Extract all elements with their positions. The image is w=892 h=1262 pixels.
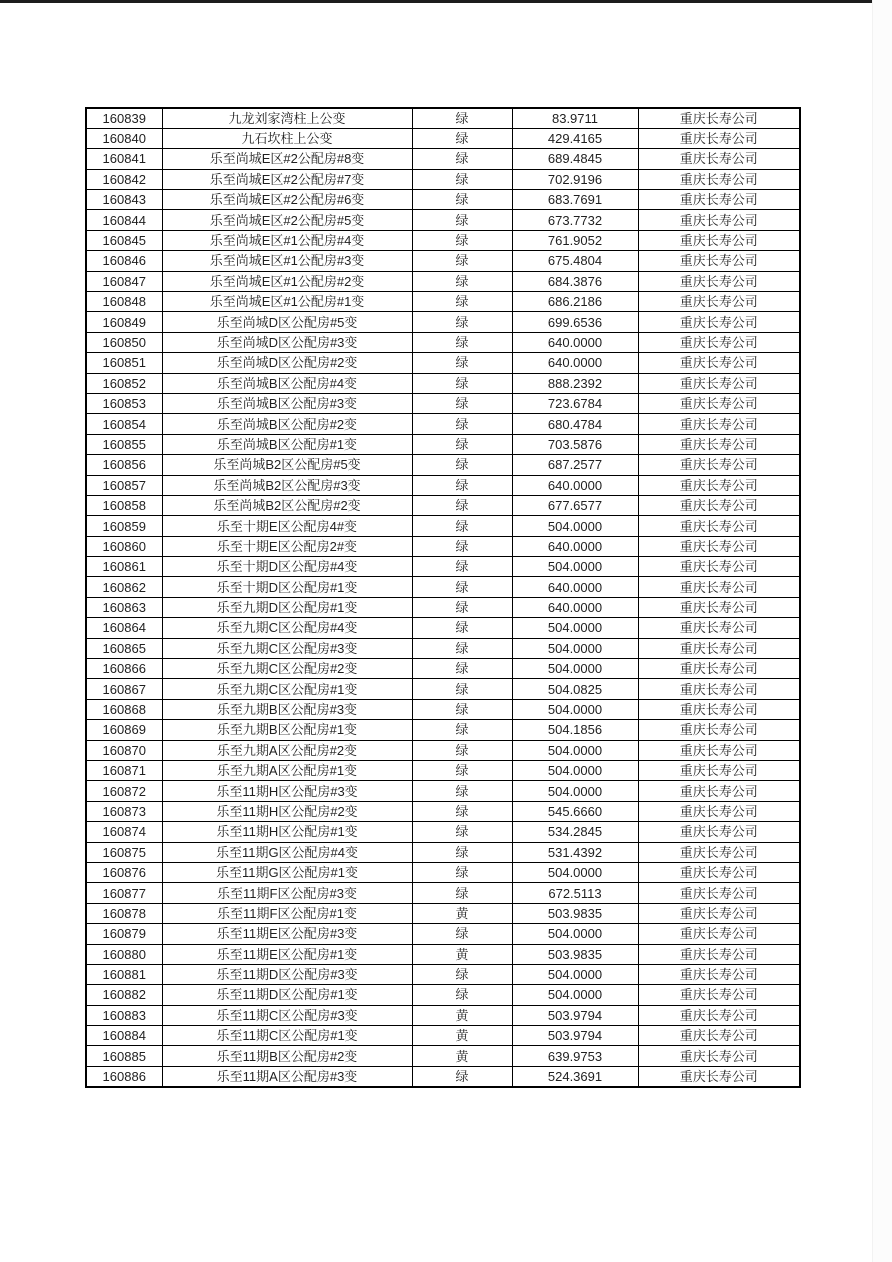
cell-company: 重庆长寿公司 [638, 679, 800, 699]
cell-company: 重庆长寿公司 [638, 720, 800, 740]
cell-value: 684.3876 [512, 271, 638, 291]
cell-name: 乐至11期G区公配房#4变 [162, 842, 412, 862]
cell-status: 绿 [412, 720, 512, 740]
cell-company: 重庆长寿公司 [638, 903, 800, 923]
cell-name: 乐至尚城B2区公配房#2变 [162, 495, 412, 515]
cell-name: 乐至九期C区公配房#4变 [162, 618, 412, 638]
cell-value: 504.0000 [512, 659, 638, 679]
table-row [86, 149, 800, 169]
cell-value: 640.0000 [512, 475, 638, 495]
cell-name: 乐至11期D区公配房#1变 [162, 985, 412, 1005]
cell-name: 乐至尚城E区#2公配房#8变 [162, 149, 412, 169]
cell-value: 524.3691 [512, 1066, 638, 1086]
cell-value: 677.6577 [512, 495, 638, 515]
table-row [86, 271, 800, 291]
cell-value: 429.4165 [512, 128, 638, 148]
cell-status: 绿 [412, 149, 512, 169]
cell-value: 504.0000 [512, 516, 638, 536]
cell-status: 绿 [412, 618, 512, 638]
cell-status: 绿 [412, 434, 512, 454]
cell-status: 绿 [412, 862, 512, 882]
cell-status: 绿 [412, 638, 512, 658]
cell-status: 绿 [412, 230, 512, 250]
cell-status: 绿 [412, 292, 512, 312]
table-row [86, 699, 800, 719]
table-row [86, 475, 800, 495]
cell-id: 160880 [86, 944, 162, 964]
cell-company: 重庆长寿公司 [638, 1005, 800, 1025]
table-row [86, 597, 800, 617]
cell-company: 重庆长寿公司 [638, 149, 800, 169]
cell-id: 160850 [86, 332, 162, 352]
cell-value: 723.6784 [512, 393, 638, 413]
cell-id: 160877 [86, 883, 162, 903]
cell-status: 绿 [412, 312, 512, 332]
cell-name: 乐至11期H区公配房#2变 [162, 801, 412, 821]
cell-id: 160859 [86, 516, 162, 536]
cell-company: 重庆长寿公司 [638, 842, 800, 862]
cell-id: 160881 [86, 964, 162, 984]
cell-status: 绿 [412, 659, 512, 679]
cell-id: 160871 [86, 761, 162, 781]
cell-value: 534.2845 [512, 822, 638, 842]
table-row [86, 924, 800, 944]
cell-name: 乐至尚城B2区公配房#3变 [162, 475, 412, 495]
cell-value: 504.0000 [512, 862, 638, 882]
cell-company: 重庆长寿公司 [638, 312, 800, 332]
cell-id: 160848 [86, 292, 162, 312]
cell-name: 乐至11期C区公配房#3变 [162, 1005, 412, 1025]
cell-name: 乐至九期C区公配房#1变 [162, 679, 412, 699]
cell-value: 504.0000 [512, 699, 638, 719]
table-row [86, 251, 800, 271]
cell-id: 160840 [86, 128, 162, 148]
cell-name: 乐至十期E区公配房4#变 [162, 516, 412, 536]
table-row [86, 108, 800, 128]
cell-name: 乐至尚城E区#1公配房#1变 [162, 292, 412, 312]
cell-id: 160861 [86, 557, 162, 577]
cell-name: 乐至11期C区公配房#1变 [162, 1026, 412, 1046]
cell-company: 重庆长寿公司 [638, 638, 800, 658]
cell-status: 黄 [412, 1046, 512, 1066]
table-row [86, 455, 800, 475]
cell-status: 绿 [412, 210, 512, 230]
cell-company: 重庆长寿公司 [638, 475, 800, 495]
table-row [86, 822, 800, 842]
cell-id: 160884 [86, 1026, 162, 1046]
cell-value: 640.0000 [512, 577, 638, 597]
cell-id: 160851 [86, 353, 162, 373]
cell-name: 乐至11期A区公配房#3变 [162, 1066, 412, 1086]
page-top-border [0, 0, 892, 3]
table-row [86, 577, 800, 597]
cell-company: 重庆长寿公司 [638, 536, 800, 556]
table-row [86, 495, 800, 515]
table-row [86, 985, 800, 1005]
cell-company: 重庆长寿公司 [638, 210, 800, 230]
cell-name: 乐至尚城B区公配房#3变 [162, 393, 412, 413]
cell-id: 160847 [86, 271, 162, 291]
cell-id: 160842 [86, 169, 162, 189]
cell-company: 重庆长寿公司 [638, 822, 800, 842]
table-row [86, 1026, 800, 1046]
table-row [86, 740, 800, 760]
cell-id: 160886 [86, 1066, 162, 1086]
transformer-data-table [85, 107, 801, 1088]
table-row [86, 842, 800, 862]
cell-company: 重庆长寿公司 [638, 781, 800, 801]
table-row [86, 230, 800, 250]
cell-company: 重庆长寿公司 [638, 1046, 800, 1066]
cell-status: 绿 [412, 251, 512, 271]
cell-id: 160882 [86, 985, 162, 1005]
cell-status: 绿 [412, 536, 512, 556]
cell-status: 绿 [412, 597, 512, 617]
table-row [86, 720, 800, 740]
cell-company: 重庆长寿公司 [638, 801, 800, 821]
cell-company: 重庆长寿公司 [638, 373, 800, 393]
cell-value: 703.5876 [512, 434, 638, 454]
cell-company: 重庆长寿公司 [638, 108, 800, 128]
cell-company: 重庆长寿公司 [638, 985, 800, 1005]
cell-id: 160858 [86, 495, 162, 515]
cell-name: 乐至十期D区公配房#4变 [162, 557, 412, 577]
table-row [86, 862, 800, 882]
cell-status: 绿 [412, 169, 512, 189]
cell-name: 乐至11期H区公配房#1变 [162, 822, 412, 842]
cell-status: 绿 [412, 924, 512, 944]
table-row [86, 516, 800, 536]
cell-name: 乐至尚城B区公配房#1变 [162, 434, 412, 454]
cell-company: 重庆长寿公司 [638, 434, 800, 454]
cell-value: 545.6660 [512, 801, 638, 821]
cell-value: 504.1856 [512, 720, 638, 740]
table-body [86, 108, 800, 1087]
cell-id: 160839 [86, 108, 162, 128]
cell-name: 乐至九期D区公配房#1变 [162, 597, 412, 617]
cell-value: 689.4845 [512, 149, 638, 169]
cell-name: 乐至11期D区公配房#3变 [162, 964, 412, 984]
cell-id: 160849 [86, 312, 162, 332]
table-row [86, 1066, 800, 1086]
cell-status: 绿 [412, 964, 512, 984]
cell-company: 重庆长寿公司 [638, 1026, 800, 1046]
cell-value: 702.9196 [512, 169, 638, 189]
cell-status: 绿 [412, 393, 512, 413]
cell-name: 乐至11期G区公配房#1变 [162, 862, 412, 882]
cell-company: 重庆长寿公司 [638, 761, 800, 781]
cell-value: 640.0000 [512, 353, 638, 373]
cell-value: 83.9711 [512, 108, 638, 128]
cell-name: 乐至尚城E区#2公配房#6变 [162, 190, 412, 210]
cell-status: 绿 [412, 128, 512, 148]
cell-company: 重庆长寿公司 [638, 944, 800, 964]
table-row [86, 679, 800, 699]
cell-value: 640.0000 [512, 597, 638, 617]
cell-value: 503.9794 [512, 1005, 638, 1025]
cell-name: 乐至九期C区公配房#3变 [162, 638, 412, 658]
cell-value: 503.9794 [512, 1026, 638, 1046]
cell-company: 重庆长寿公司 [638, 1066, 800, 1086]
table-row [86, 944, 800, 964]
cell-id: 160845 [86, 230, 162, 250]
cell-company: 重庆长寿公司 [638, 883, 800, 903]
cell-status: 绿 [412, 822, 512, 842]
cell-name: 乐至尚城E区#1公配房#2变 [162, 271, 412, 291]
cell-status: 绿 [412, 516, 512, 536]
table-row [86, 659, 800, 679]
table-row [86, 353, 800, 373]
cell-value: 504.0000 [512, 985, 638, 1005]
table-row [86, 801, 800, 821]
page-edge [872, 0, 892, 1262]
cell-value: 686.2186 [512, 292, 638, 312]
table-row [86, 312, 800, 332]
cell-id: 160853 [86, 393, 162, 413]
table-row [86, 128, 800, 148]
cell-id: 160876 [86, 862, 162, 882]
cell-value: 675.4804 [512, 251, 638, 271]
cell-status: 绿 [412, 332, 512, 352]
cell-name: 乐至尚城E区#2公配房#5变 [162, 210, 412, 230]
cell-value: 503.9835 [512, 944, 638, 964]
cell-id: 160857 [86, 475, 162, 495]
table-row [86, 638, 800, 658]
cell-status: 绿 [412, 353, 512, 373]
cell-company: 重庆长寿公司 [638, 271, 800, 291]
cell-company: 重庆长寿公司 [638, 495, 800, 515]
cell-value: 504.0000 [512, 761, 638, 781]
cell-status: 绿 [412, 108, 512, 128]
cell-id: 160883 [86, 1005, 162, 1025]
cell-status: 绿 [412, 842, 512, 862]
cell-name: 乐至九期B区公配房#1变 [162, 720, 412, 740]
table-row [86, 1046, 800, 1066]
cell-company: 重庆长寿公司 [638, 699, 800, 719]
cell-company: 重庆长寿公司 [638, 332, 800, 352]
cell-id: 160863 [86, 597, 162, 617]
cell-name: 乐至11期E区公配房#1变 [162, 944, 412, 964]
cell-status: 绿 [412, 761, 512, 781]
cell-value: 640.0000 [512, 536, 638, 556]
cell-name: 乐至九期B区公配房#3变 [162, 699, 412, 719]
cell-id: 160878 [86, 903, 162, 923]
cell-company: 重庆长寿公司 [638, 516, 800, 536]
cell-id: 160841 [86, 149, 162, 169]
cell-status: 绿 [412, 985, 512, 1005]
cell-id: 160855 [86, 434, 162, 454]
table-row [86, 618, 800, 638]
table-row [86, 169, 800, 189]
cell-company: 重庆长寿公司 [638, 169, 800, 189]
cell-id: 160867 [86, 679, 162, 699]
cell-company: 重庆长寿公司 [638, 455, 800, 475]
cell-name: 乐至11期E区公配房#3变 [162, 924, 412, 944]
cell-value: 639.9753 [512, 1046, 638, 1066]
cell-name: 乐至尚城B2区公配房#5变 [162, 455, 412, 475]
table-row [86, 414, 800, 434]
cell-status: 绿 [412, 414, 512, 434]
cell-value: 531.4392 [512, 842, 638, 862]
cell-status: 绿 [412, 781, 512, 801]
cell-name: 乐至尚城B区公配房#4变 [162, 373, 412, 393]
cell-name: 乐至尚城D区公配房#5变 [162, 312, 412, 332]
cell-id: 160844 [86, 210, 162, 230]
cell-name: 九龙刘家湾柱上公变 [162, 108, 412, 128]
table-row [86, 292, 800, 312]
cell-status: 绿 [412, 190, 512, 210]
cell-value: 673.7732 [512, 210, 638, 230]
cell-status: 绿 [412, 801, 512, 821]
cell-value: 888.2392 [512, 373, 638, 393]
cell-name: 乐至11期B区公配房#2变 [162, 1046, 412, 1066]
cell-id: 160860 [86, 536, 162, 556]
cell-value: 680.4784 [512, 414, 638, 434]
cell-company: 重庆长寿公司 [638, 353, 800, 373]
table-row [86, 883, 800, 903]
cell-status: 绿 [412, 883, 512, 903]
cell-company: 重庆长寿公司 [638, 393, 800, 413]
cell-id: 160874 [86, 822, 162, 842]
cell-status: 黄 [412, 903, 512, 923]
cell-value: 640.0000 [512, 332, 638, 352]
cell-company: 重庆长寿公司 [638, 924, 800, 944]
cell-value: 503.9835 [512, 903, 638, 923]
cell-company: 重庆长寿公司 [638, 862, 800, 882]
cell-id: 160846 [86, 251, 162, 271]
cell-name: 乐至尚城D区公配房#3变 [162, 332, 412, 352]
table-row [86, 903, 800, 923]
table-row [86, 1005, 800, 1025]
cell-company: 重庆长寿公司 [638, 740, 800, 760]
cell-name: 乐至尚城E区#1公配房#3变 [162, 251, 412, 271]
cell-company: 重庆长寿公司 [638, 557, 800, 577]
cell-name: 乐至尚城B区公配房#2变 [162, 414, 412, 434]
cell-id: 160870 [86, 740, 162, 760]
cell-value: 683.7691 [512, 190, 638, 210]
cell-value: 504.0000 [512, 924, 638, 944]
cell-name: 乐至尚城D区公配房#2变 [162, 353, 412, 373]
table-row [86, 434, 800, 454]
cell-value: 687.2577 [512, 455, 638, 475]
cell-id: 160866 [86, 659, 162, 679]
table-row [86, 781, 800, 801]
cell-value: 504.0000 [512, 740, 638, 760]
cell-name: 乐至11期F区公配房#1变 [162, 903, 412, 923]
table-row [86, 332, 800, 352]
table-row [86, 210, 800, 230]
cell-status: 绿 [412, 373, 512, 393]
cell-status: 绿 [412, 740, 512, 760]
cell-company: 重庆长寿公司 [638, 251, 800, 271]
cell-id: 160885 [86, 1046, 162, 1066]
cell-name: 乐至十期D区公配房#1变 [162, 577, 412, 597]
cell-name: 乐至九期A区公配房#2变 [162, 740, 412, 760]
table-row [86, 373, 800, 393]
cell-id: 160864 [86, 618, 162, 638]
cell-value: 504.0000 [512, 557, 638, 577]
table-row [86, 964, 800, 984]
cell-company: 重庆长寿公司 [638, 964, 800, 984]
cell-company: 重庆长寿公司 [638, 230, 800, 250]
cell-id: 160872 [86, 781, 162, 801]
cell-id: 160873 [86, 801, 162, 821]
cell-id: 160856 [86, 455, 162, 475]
table-row [86, 190, 800, 210]
cell-status: 绿 [412, 475, 512, 495]
cell-id: 160869 [86, 720, 162, 740]
table-row [86, 761, 800, 781]
cell-status: 黄 [412, 944, 512, 964]
cell-status: 绿 [412, 271, 512, 291]
cell-name: 乐至11期F区公配房#3变 [162, 883, 412, 903]
cell-name: 乐至九期A区公配房#1变 [162, 761, 412, 781]
cell-status: 绿 [412, 577, 512, 597]
table-row [86, 536, 800, 556]
cell-name: 乐至11期H区公配房#3变 [162, 781, 412, 801]
cell-id: 160852 [86, 373, 162, 393]
cell-id: 160865 [86, 638, 162, 658]
cell-name: 乐至九期C区公配房#2变 [162, 659, 412, 679]
cell-status: 黄 [412, 1026, 512, 1046]
table-row [86, 557, 800, 577]
cell-company: 重庆长寿公司 [638, 128, 800, 148]
cell-id: 160843 [86, 190, 162, 210]
cell-name: 九石坎柱上公变 [162, 128, 412, 148]
cell-id: 160868 [86, 699, 162, 719]
cell-value: 504.0825 [512, 679, 638, 699]
cell-company: 重庆长寿公司 [638, 414, 800, 434]
cell-company: 重庆长寿公司 [638, 659, 800, 679]
cell-value: 504.0000 [512, 618, 638, 638]
cell-status: 绿 [412, 699, 512, 719]
cell-status: 绿 [412, 679, 512, 699]
cell-name: 乐至尚城E区#2公配房#7变 [162, 169, 412, 189]
cell-value: 504.0000 [512, 638, 638, 658]
cell-value: 504.0000 [512, 781, 638, 801]
cell-value: 672.5113 [512, 883, 638, 903]
cell-id: 160879 [86, 924, 162, 944]
cell-status: 绿 [412, 557, 512, 577]
cell-company: 重庆长寿公司 [638, 577, 800, 597]
cell-value: 761.9052 [512, 230, 638, 250]
cell-status: 绿 [412, 1066, 512, 1086]
cell-id: 160875 [86, 842, 162, 862]
cell-name: 乐至尚城E区#1公配房#4变 [162, 230, 412, 250]
cell-status: 绿 [412, 495, 512, 515]
cell-status: 黄 [412, 1005, 512, 1025]
cell-value: 699.6536 [512, 312, 638, 332]
cell-value: 504.0000 [512, 964, 638, 984]
cell-company: 重庆长寿公司 [638, 292, 800, 312]
cell-company: 重庆长寿公司 [638, 618, 800, 638]
table-row [86, 393, 800, 413]
cell-id: 160854 [86, 414, 162, 434]
cell-id: 160862 [86, 577, 162, 597]
cell-name: 乐至十期E区公配房2#变 [162, 536, 412, 556]
cell-company: 重庆长寿公司 [638, 597, 800, 617]
cell-status: 绿 [412, 455, 512, 475]
cell-company: 重庆长寿公司 [638, 190, 800, 210]
